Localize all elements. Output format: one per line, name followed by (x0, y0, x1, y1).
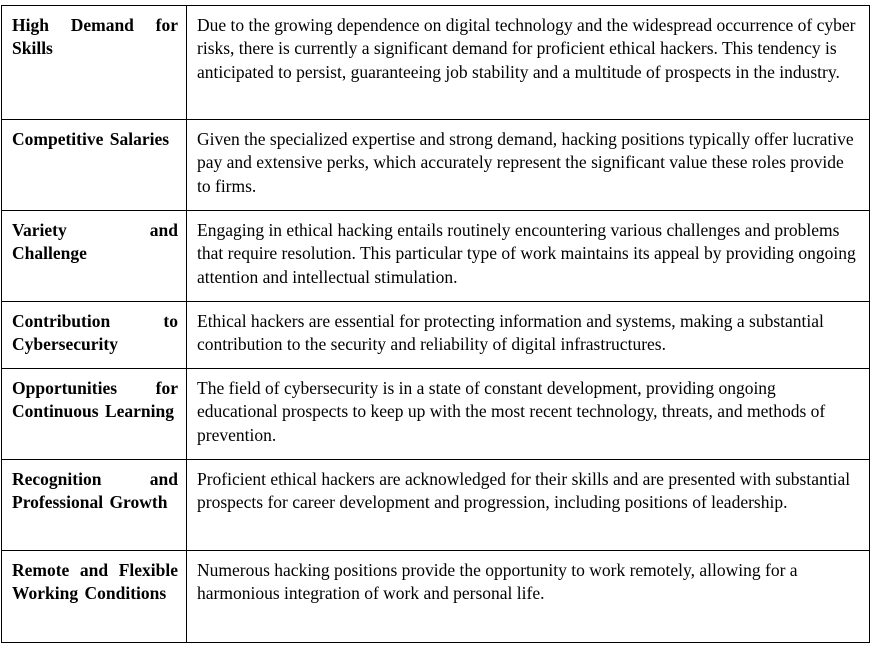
table-row (2, 211, 870, 302)
row-term: Variety and Challenge (2, 211, 187, 302)
table-row (2, 302, 870, 369)
row-description: Given the specialized expertise and strong demand, hacking positions typically offer lucrative pay and extensive perks, which accurately represent the significant value these roles provide to firms. (187, 120, 870, 211)
row-term: Remote and Flexible Working Conditions (2, 551, 187, 643)
row-term: Recognition and Professional Growth (2, 460, 187, 551)
benefits-table (1, 5, 870, 643)
row-description: Engaging in ethical hacking entails routinely encountering various challenges and problems that require resolution. This particular type of work maintains its appeal by providing ongoing attention and intellectual stimulation. (187, 211, 870, 302)
row-description: Due to the growing dependence on digital technology and the widespread occurrence of cyber risks, there is currently a significant demand for proficient ethical hackers. This tendency is anticipated to persist, guaranteeing job stability and a multitude of prospects in the industry. (187, 6, 870, 120)
row-term: Contribution to Cybersecurity (2, 302, 187, 369)
row-description: Numerous hacking positions provide the opportunity to work remotely, allowing for a harmonious integration of work and personal life. (187, 551, 870, 643)
table-row (2, 369, 870, 460)
table-row (2, 6, 870, 120)
row-description: Ethical hackers are essential for protecting information and systems, making a substantial contribution to the security and reliability of digital infrastructures. (187, 302, 870, 369)
row-description: Proficient ethical hackers are acknowledged for their skills and are presented with substantial prospects for career development and progression, including positions of leadership. (187, 460, 870, 551)
table-row (2, 460, 870, 551)
row-description: The field of cybersecurity is in a state of constant development, providing ongoing educational prospects to keep up with the most recent technology, threats, and methods of prevention. (187, 369, 870, 460)
row-term: Opportunities for Continuous Learning (2, 369, 187, 460)
table-row (2, 120, 870, 211)
row-term: Competitive Salaries (2, 120, 187, 211)
table-row (2, 551, 870, 643)
row-term: High Demand for Skills (2, 6, 187, 120)
